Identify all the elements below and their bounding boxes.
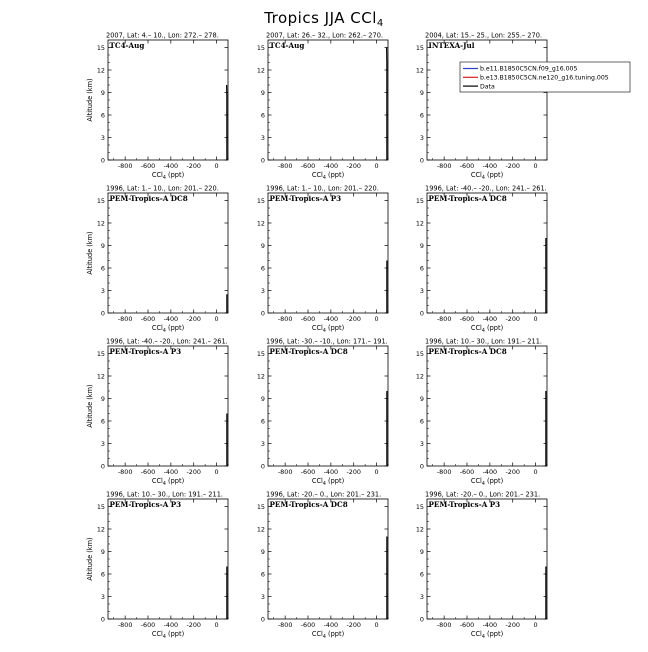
x-tick-label: 0 [534, 621, 538, 629]
y-tick-label: 12 [97, 525, 105, 533]
x-axis-label [312, 630, 344, 640]
panel-9 [416, 338, 547, 487]
x-axis-label-text: CCl [312, 630, 323, 638]
y-tick-label: 15 [257, 197, 265, 205]
y-tick-label: 3 [101, 134, 105, 142]
x-tick-label: -800 [437, 162, 452, 170]
figure-title [263, 9, 384, 29]
y-tick-label: 12 [257, 525, 265, 533]
x-tick-label: -600 [460, 162, 475, 170]
x-tick-label: -200 [505, 621, 520, 629]
plot-frame [268, 40, 388, 160]
y-tick-label: 3 [261, 593, 265, 601]
x-tick-label: -600 [301, 621, 316, 629]
panel-title: 1996, Lat: 10.– 30., Lon: 191.– 211. [425, 338, 542, 346]
panel-1 [86, 32, 228, 181]
x-tick-label: -400 [164, 315, 179, 323]
y-tick-label: 3 [101, 287, 105, 295]
campaign-label: PEM-Tropics-A DC8 [429, 347, 507, 356]
panel-title: 1996, Lat: 1.– 10., Lon: 201.– 220. [266, 185, 379, 193]
panel-title: 1996, Lat: -20.– 0., Lon: 201.– 231. [266, 491, 381, 499]
panel-title: 1996, Lat: -40.– -20., Lon: 241.– 261. [106, 338, 228, 346]
y-tick-label: 3 [261, 440, 265, 448]
figure-title-subscript: 4 [377, 18, 384, 29]
y-tick-label: 9 [101, 89, 105, 97]
panel-7 [86, 338, 228, 487]
x-tick-label: 0 [215, 162, 219, 170]
y-tick-label: 12 [257, 219, 265, 227]
y-tick-label: 6 [420, 570, 424, 578]
y-tick-label: 9 [261, 548, 265, 556]
x-axis-label-text: CCl [471, 630, 482, 638]
y-tick-label: 0 [101, 462, 105, 470]
y-tick-label: 3 [420, 287, 424, 295]
x-tick-label: -400 [164, 621, 179, 629]
panel-5 [257, 185, 388, 334]
panel-3 [416, 32, 547, 181]
x-tick-label: -800 [278, 315, 293, 323]
campaign-label: PEM-Tropics-A DC8 [110, 194, 188, 203]
plot-frame [108, 40, 228, 160]
x-tick-label: 0 [215, 621, 219, 629]
panel-2 [257, 32, 388, 181]
x-tick-label: -800 [278, 621, 293, 629]
y-tick-label: 6 [420, 264, 424, 272]
y-tick-label: 12 [416, 219, 424, 227]
x-tick-label: -400 [324, 468, 339, 476]
x-axis-label [152, 477, 184, 487]
y-tick-label: 9 [101, 242, 105, 250]
y-tick-label: 3 [420, 440, 424, 448]
x-axis-label-subscript: 4 [323, 328, 326, 334]
y-tick-label: 6 [101, 570, 105, 578]
x-tick-label: 0 [534, 315, 538, 323]
y-tick-label: 12 [257, 372, 265, 380]
x-tick-label: -200 [505, 162, 520, 170]
y-tick-label: 6 [420, 417, 424, 425]
x-tick-label: -600 [301, 162, 316, 170]
x-axis-label-unit: (ppt) [166, 630, 184, 638]
x-tick-label: 0 [215, 315, 219, 323]
panel-title: 2007, Lat: 4.– 10., Lon: 272.– 278. [106, 32, 219, 40]
panel-title: 1996, Lat: 1.– 10., Lon: 201.– 220. [106, 185, 219, 193]
x-axis-label-subscript: 4 [163, 481, 166, 487]
y-tick-label: 6 [261, 570, 265, 578]
x-tick-label: -600 [141, 162, 156, 170]
panel-11 [257, 491, 388, 640]
x-tick-label: -200 [346, 162, 361, 170]
plot-frame [268, 193, 388, 313]
y-tick-label: 6 [261, 417, 265, 425]
y-tick-label: 3 [261, 134, 265, 142]
x-axis-label-unit: (ppt) [485, 324, 503, 332]
x-tick-label: -200 [346, 315, 361, 323]
plot-frame [268, 346, 388, 466]
legend [460, 62, 630, 92]
x-axis-label-subscript: 4 [482, 175, 485, 181]
y-tick-label: 12 [97, 372, 105, 380]
x-tick-label: 0 [375, 315, 379, 323]
x-tick-label: -800 [437, 621, 452, 629]
campaign-label: PEM-Tropics-A DC8 [429, 194, 507, 203]
x-tick-label: -600 [460, 468, 475, 476]
figure-title-main: Tropics JJA CCl [263, 9, 377, 27]
panel-8 [257, 338, 388, 487]
x-axis-label-unit: (ppt) [326, 630, 344, 638]
y-tick-label: 9 [261, 89, 265, 97]
x-tick-label: -400 [324, 621, 339, 629]
x-tick-label: -600 [460, 621, 475, 629]
y-tick-label: 3 [420, 593, 424, 601]
x-tick-label: -800 [118, 162, 133, 170]
legend-label: b.e11.B1850C5CN.f09_g16.005 [480, 66, 577, 73]
x-tick-label: -400 [324, 315, 339, 323]
y-tick-label: 3 [261, 287, 265, 295]
y-tick-label: 0 [420, 309, 424, 317]
y-tick-label: 6 [101, 264, 105, 272]
x-axis-label-text: CCl [152, 324, 163, 332]
x-tick-label: -800 [118, 468, 133, 476]
y-tick-label: 15 [416, 350, 424, 358]
y-tick-label: 9 [420, 548, 424, 556]
panel-title: 2007, Lat: 26.– 32., Lon: 262.– 270. [266, 32, 383, 40]
plot-frame [427, 40, 547, 160]
campaign-label: PEM-Tropics-A P3 [110, 500, 182, 509]
y-tick-label: 0 [261, 462, 265, 470]
x-axis-label [471, 630, 503, 640]
y-tick-label: 9 [101, 548, 105, 556]
x-axis-label [152, 171, 184, 181]
x-axis-label-text: CCl [471, 324, 482, 332]
x-tick-label: 0 [215, 468, 219, 476]
x-tick-label: 0 [534, 162, 538, 170]
x-axis-label-subscript: 4 [323, 481, 326, 487]
x-tick-label: 0 [534, 468, 538, 476]
x-axis-label-subscript: 4 [482, 634, 485, 640]
panel-title: 1996, Lat: -30.– -10., Lon: 171.– 191. [266, 338, 388, 346]
plot-frame [108, 193, 228, 313]
x-axis-label-subscript: 4 [323, 634, 326, 640]
y-tick-label: 15 [416, 503, 424, 511]
x-axis-label-subscript: 4 [163, 328, 166, 334]
y-tick-label: 15 [97, 197, 105, 205]
y-tick-label: 9 [420, 242, 424, 250]
y-tick-label: 15 [416, 44, 424, 52]
y-axis-label: Altitude (km) [86, 231, 94, 274]
x-axis-label-unit: (ppt) [166, 324, 184, 332]
x-tick-label: -400 [483, 315, 498, 323]
x-tick-label: -600 [141, 621, 156, 629]
y-tick-label: 9 [101, 395, 105, 403]
panel-12 [416, 491, 547, 640]
y-tick-label: 6 [420, 111, 424, 119]
x-axis-label-unit: (ppt) [485, 630, 503, 638]
x-tick-label: -400 [164, 468, 179, 476]
x-tick-label: -800 [118, 621, 133, 629]
x-tick-label: -400 [324, 162, 339, 170]
x-tick-label: 0 [375, 621, 379, 629]
y-axis-label: Altitude (km) [86, 384, 94, 427]
y-tick-label: 0 [261, 615, 265, 623]
y-tick-label: 15 [97, 44, 105, 52]
y-tick-label: 0 [101, 156, 105, 164]
x-tick-label: -600 [301, 315, 316, 323]
y-tick-label: 9 [420, 395, 424, 403]
x-axis-label-unit: (ppt) [326, 171, 344, 179]
y-tick-label: 15 [257, 503, 265, 511]
y-tick-label: 9 [261, 395, 265, 403]
x-axis-label-text: CCl [152, 477, 163, 485]
y-tick-label: 12 [257, 66, 265, 74]
y-tick-label: 12 [416, 525, 424, 533]
x-tick-label: -800 [118, 315, 133, 323]
x-tick-label: 0 [375, 162, 379, 170]
y-tick-label: 0 [261, 309, 265, 317]
x-tick-label: -200 [186, 162, 201, 170]
campaign-label: TC4-Aug [110, 41, 145, 50]
y-tick-label: 3 [101, 593, 105, 601]
y-tick-label: 6 [101, 111, 105, 119]
x-axis-label [471, 324, 503, 334]
x-tick-label: -600 [141, 315, 156, 323]
y-tick-label: 15 [416, 197, 424, 205]
panel-title: 2004, Lat: 15.– 25., Lon: 255.– 270. [425, 32, 542, 40]
panel-title: 1996, Lat: 10.– 30., Lon: 191.– 211. [106, 491, 223, 499]
plot-frame [427, 193, 547, 313]
x-axis-label [312, 324, 344, 334]
plot-frame [108, 499, 228, 619]
x-tick-label: -200 [186, 621, 201, 629]
x-tick-label: -400 [483, 621, 498, 629]
y-axis-label: Altitude (km) [86, 78, 94, 121]
x-axis-label-subscript: 4 [163, 634, 166, 640]
x-tick-label: 0 [375, 468, 379, 476]
campaign-label: PEM-Tropics-A P3 [429, 500, 501, 509]
x-tick-label: -800 [278, 468, 293, 476]
x-tick-label: -200 [505, 315, 520, 323]
y-tick-label: 12 [416, 66, 424, 74]
x-axis-label-unit: (ppt) [166, 477, 184, 485]
y-tick-label: 0 [101, 615, 105, 623]
x-axis-label-text: CCl [312, 477, 323, 485]
y-tick-label: 12 [416, 372, 424, 380]
y-tick-label: 9 [420, 89, 424, 97]
campaign-label: INTEXA-Jul [429, 41, 475, 50]
panel-title: 1996, Lat: -20.– 0., Lon: 201.– 231. [425, 491, 540, 499]
x-tick-label: -200 [346, 621, 361, 629]
y-tick-label: 0 [420, 615, 424, 623]
campaign-label: PEM-Tropics-A P3 [110, 347, 182, 356]
y-tick-label: 6 [101, 417, 105, 425]
x-axis-label-unit: (ppt) [166, 171, 184, 179]
x-axis-label-text: CCl [471, 477, 482, 485]
x-tick-label: -800 [437, 315, 452, 323]
x-axis-label-unit: (ppt) [326, 477, 344, 485]
plot-frame [427, 499, 547, 619]
x-axis-label [152, 630, 184, 640]
x-tick-label: -200 [346, 468, 361, 476]
x-axis-label-unit: (ppt) [485, 477, 503, 485]
x-axis-label-text: CCl [471, 171, 482, 179]
x-tick-label: -600 [460, 315, 475, 323]
panel-10 [86, 491, 228, 640]
x-axis-label [471, 477, 503, 487]
x-tick-label: -400 [483, 162, 498, 170]
y-tick-label: 15 [257, 44, 265, 52]
x-tick-label: -200 [186, 468, 201, 476]
y-tick-label: 15 [257, 350, 265, 358]
y-tick-label: 6 [261, 264, 265, 272]
legend-label: b.e13.B1850C5CN.ne120_g16.tuning.005 [480, 75, 609, 82]
x-tick-label: -600 [141, 468, 156, 476]
panel-title: 1996, Lat: -40.– -20., Lon: 241.– 261. [425, 185, 547, 193]
legend-label: Data [480, 83, 495, 90]
plot-frame [108, 346, 228, 466]
x-tick-label: -800 [437, 468, 452, 476]
panel-4 [86, 185, 228, 334]
x-axis-label-text: CCl [152, 171, 163, 179]
x-axis-label-subscript: 4 [323, 175, 326, 181]
x-axis-label-subscript: 4 [482, 481, 485, 487]
x-tick-label: -400 [483, 468, 498, 476]
x-axis-label-subscript: 4 [163, 175, 166, 181]
x-tick-label: -600 [301, 468, 316, 476]
y-tick-label: 6 [261, 111, 265, 119]
y-tick-label: 12 [97, 66, 105, 74]
y-tick-label: 9 [261, 242, 265, 250]
x-axis-label [152, 324, 184, 334]
y-tick-label: 12 [97, 219, 105, 227]
campaign-label: PEM-Tropics-A P3 [270, 194, 342, 203]
y-tick-label: 15 [97, 350, 105, 358]
x-axis-label-text: CCl [312, 324, 323, 332]
x-axis-label-text: CCl [312, 171, 323, 179]
y-tick-label: 0 [261, 156, 265, 164]
x-axis-label-subscript: 4 [482, 328, 485, 334]
x-axis-label [312, 171, 344, 181]
y-tick-label: 15 [97, 503, 105, 511]
x-axis-label-unit: (ppt) [326, 324, 344, 332]
campaign-label: PEM-Tropics-A DC8 [270, 347, 348, 356]
plot-frame [427, 346, 547, 466]
panel-6 [416, 185, 547, 334]
y-tick-label: 0 [420, 462, 424, 470]
campaign-label: TC4-Aug [270, 41, 305, 50]
x-tick-label: -200 [186, 315, 201, 323]
y-tick-label: 0 [420, 156, 424, 164]
y-axis-label: Altitude (km) [86, 537, 94, 580]
x-axis-label-text: CCl [152, 630, 163, 638]
x-axis-label-unit: (ppt) [485, 171, 503, 179]
y-tick-label: 3 [420, 134, 424, 142]
campaign-label: PEM-Tropics-A DC8 [270, 500, 348, 509]
x-tick-label: -400 [164, 162, 179, 170]
plot-frame [268, 499, 388, 619]
x-tick-label: -200 [505, 468, 520, 476]
x-axis-label [471, 171, 503, 181]
y-tick-label: 0 [101, 309, 105, 317]
x-axis-label [312, 477, 344, 487]
y-tick-label: 3 [101, 440, 105, 448]
x-tick-label: -800 [278, 162, 293, 170]
panels [86, 32, 547, 640]
